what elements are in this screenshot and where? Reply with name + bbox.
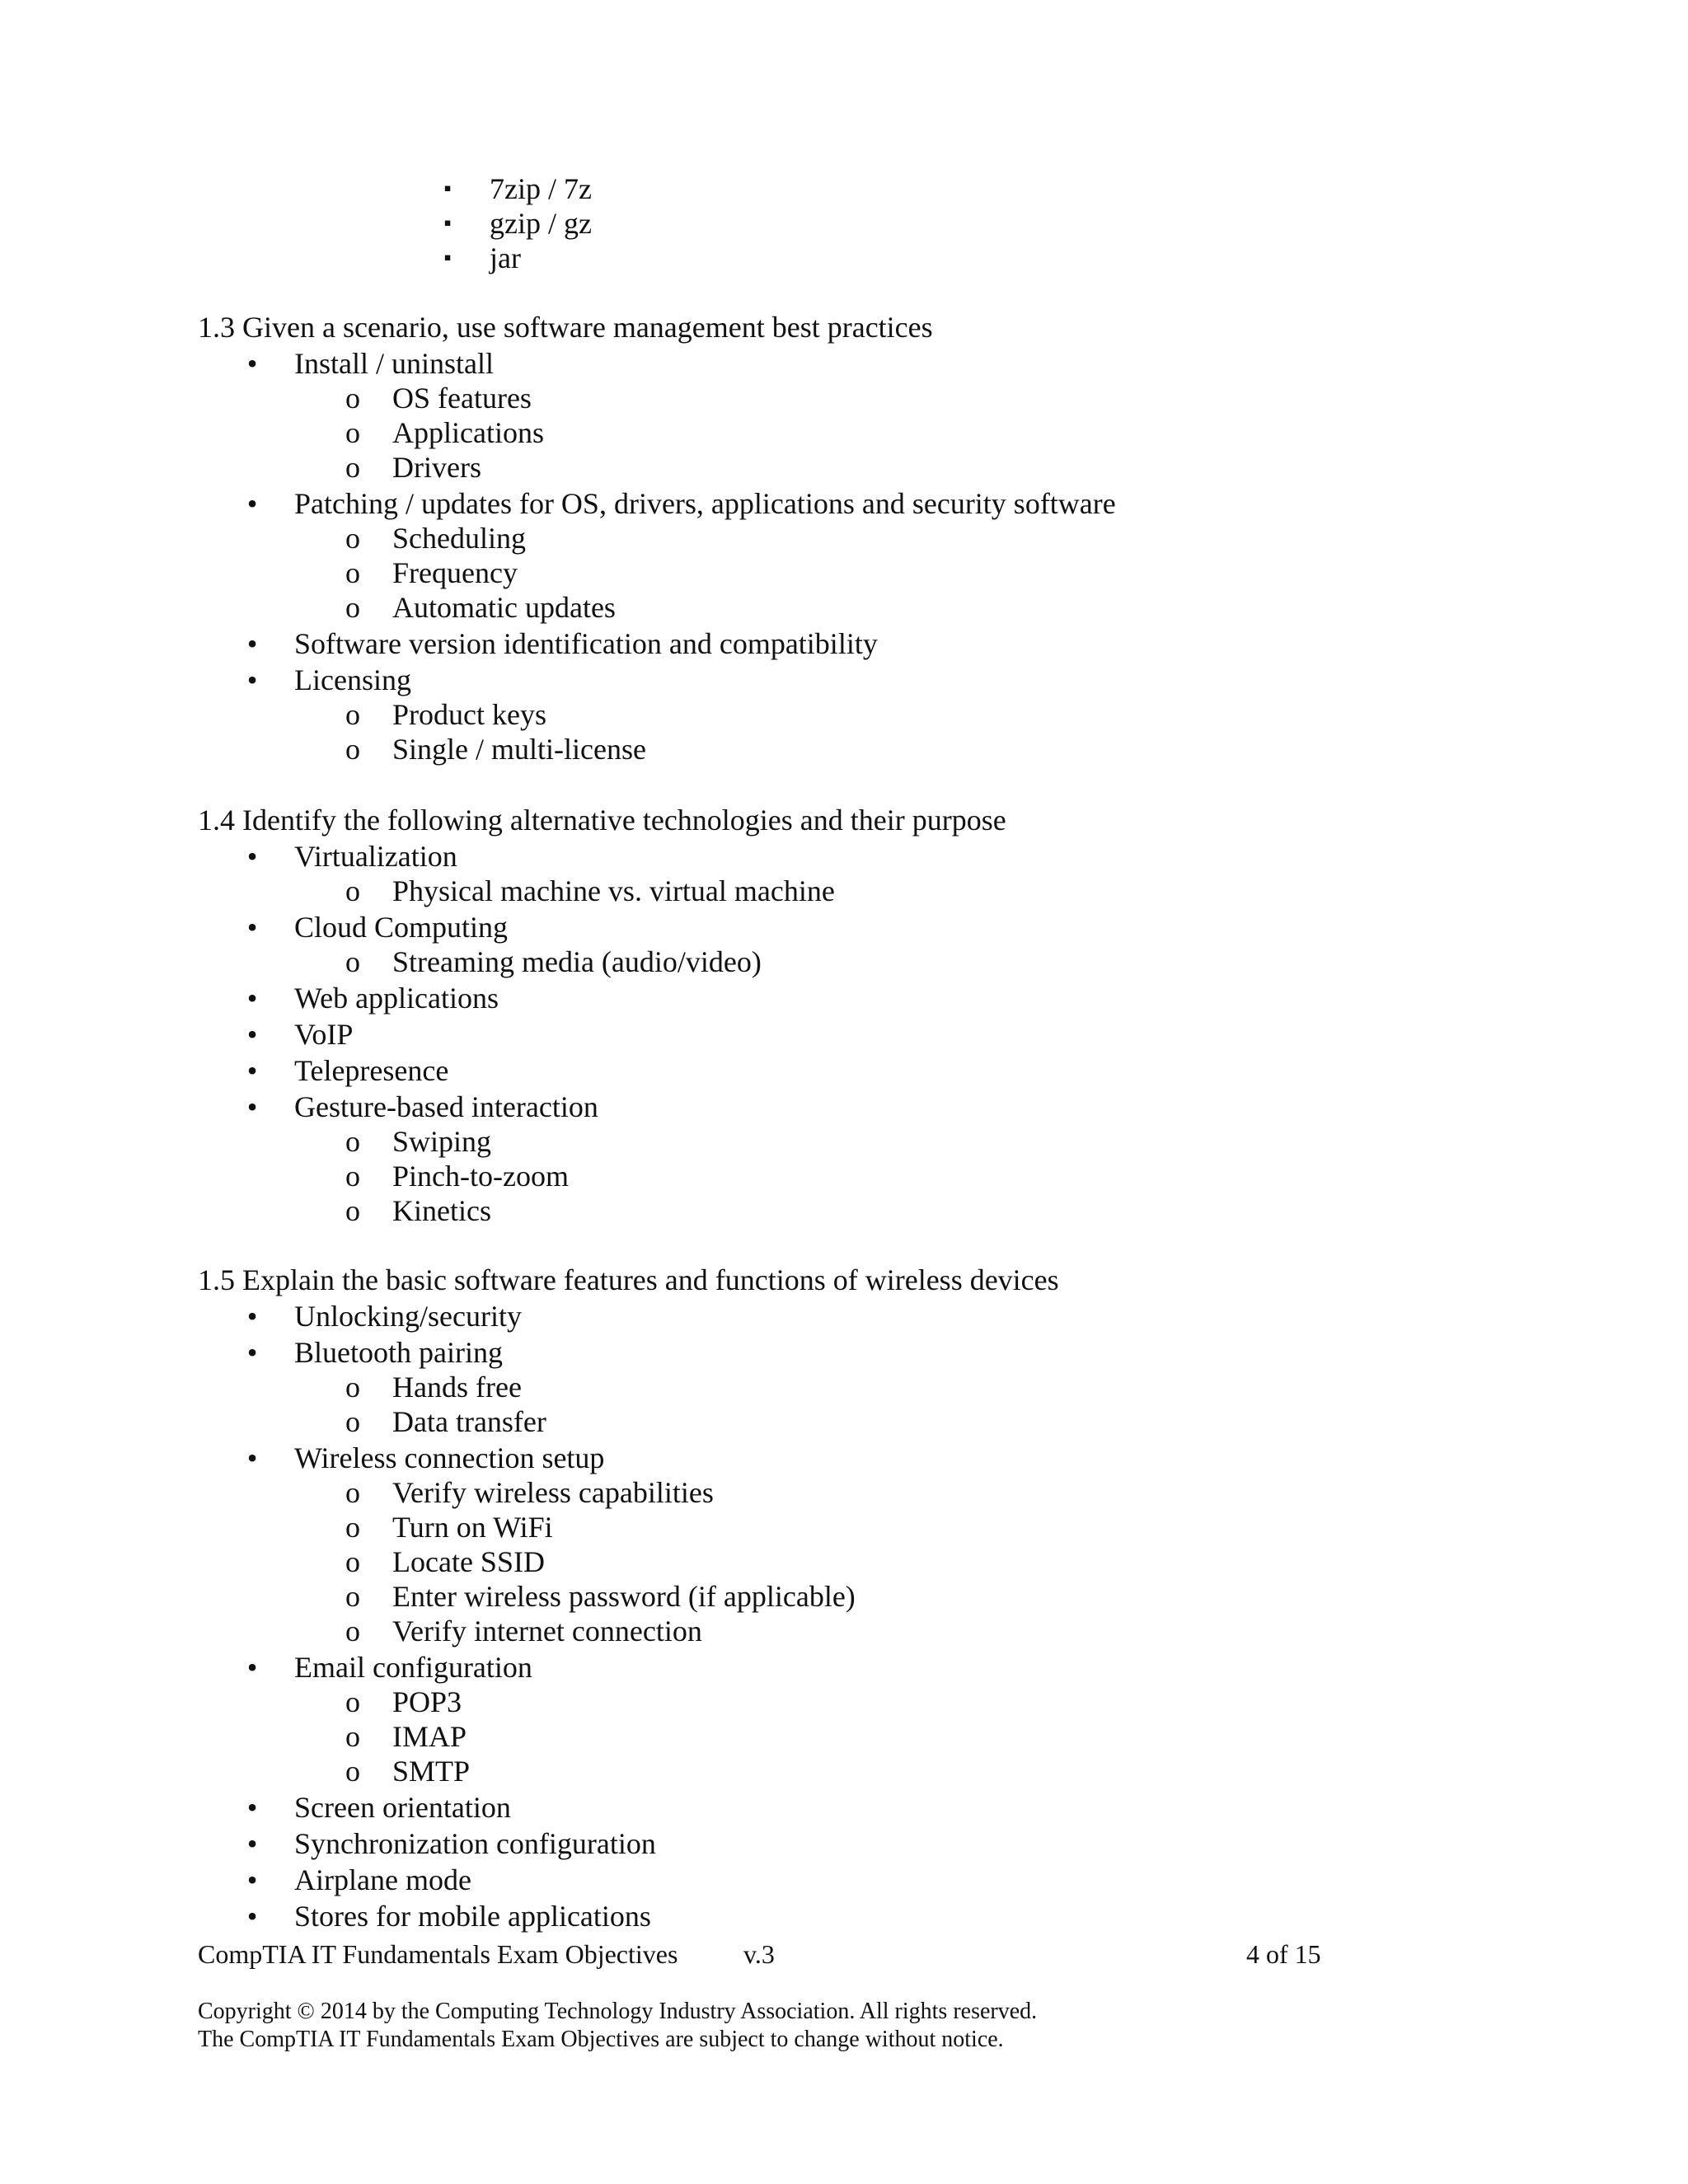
- list-item: Bluetooth pairing: [294, 1336, 503, 1369]
- sub-item: Turn on WiFi: [392, 1511, 553, 1544]
- circle-bullet-icon: o: [345, 416, 360, 449]
- list-item: Cloud Computing: [294, 911, 509, 944]
- list-item: VoIP: [294, 1018, 354, 1051]
- bullet-icon: •: [246, 487, 258, 520]
- circle-bullet-icon: o: [345, 382, 360, 415]
- circle-bullet-icon: o: [345, 1580, 360, 1613]
- sub-item: Verify internet connection: [392, 1615, 702, 1647]
- list-item: Stores for mobile applications: [294, 1900, 651, 1933]
- list-item: Licensing: [294, 663, 411, 696]
- circle-bullet-icon: o: [345, 1125, 360, 1158]
- list-item: jar: [490, 241, 521, 274]
- circle-bullet-icon: o: [345, 1545, 360, 1578]
- bullet-icon: •: [246, 347, 258, 380]
- list-item: 7zip / 7z: [490, 172, 592, 205]
- bullet-icon: •: [246, 982, 258, 1015]
- sub-item: Hands free: [392, 1371, 522, 1404]
- circle-bullet-icon: o: [345, 698, 360, 731]
- circle-bullet-icon: o: [345, 1511, 360, 1544]
- sub-item: POP3: [392, 1685, 462, 1718]
- square-bullet-icon: ▪: [443, 211, 452, 235]
- footer-title: CompTIA IT Fundamentals Exam Objectives: [198, 1939, 678, 1969]
- circle-bullet-icon: o: [345, 1685, 360, 1718]
- circle-bullet-icon: o: [345, 591, 360, 624]
- sub-item: SMTP: [392, 1755, 471, 1788]
- circle-bullet-icon: o: [345, 1476, 360, 1509]
- bullet-icon: •: [246, 1863, 258, 1896]
- sub-item: Kinetics: [392, 1194, 491, 1227]
- bullet-icon: •: [246, 911, 258, 944]
- list-item: Email configuration: [294, 1651, 532, 1684]
- list-item: Airplane mode: [294, 1863, 471, 1896]
- sub-item: Frequency: [392, 556, 518, 589]
- list-item: Virtualization: [294, 840, 457, 873]
- sub-item: OS features: [392, 382, 532, 415]
- sub-item: Single / multi-license: [392, 733, 646, 766]
- list-item: Install / uninstall: [294, 347, 494, 380]
- sub-item: Scheduling: [392, 522, 526, 555]
- sub-item: Data transfer: [392, 1405, 546, 1438]
- bullet-icon: •: [246, 1651, 258, 1684]
- circle-bullet-icon: o: [345, 1371, 360, 1404]
- bullet-icon: •: [246, 1900, 258, 1933]
- sub-item: Applications: [392, 416, 544, 449]
- sub-item: Physical machine vs. virtual machine: [392, 874, 835, 907]
- section-heading: 1.4 Identify the following alternative technologies and their purpose: [198, 804, 1006, 837]
- bullet-icon: •: [246, 1090, 258, 1123]
- square-bullet-icon: ▪: [443, 246, 452, 269]
- list-item: gzip / gz: [490, 207, 592, 240]
- bullet-icon: •: [246, 1018, 258, 1051]
- bullet-icon: •: [246, 1336, 258, 1369]
- list-item: Gesture-based interaction: [294, 1090, 598, 1123]
- sub-item: Enter wireless password (if applicable): [392, 1580, 856, 1613]
- bullet-icon: •: [246, 627, 258, 660]
- copyright-line-1: Copyright © 2014 by the Computing Technology Industry Association. All rights reserved.: [198, 1999, 1038, 2024]
- circle-bullet-icon: o: [345, 1160, 360, 1193]
- circle-bullet-icon: o: [345, 522, 360, 555]
- list-item: Software version identification and compatibility: [294, 627, 878, 660]
- bullet-icon: •: [246, 663, 258, 696]
- list-item: Wireless connection setup: [294, 1441, 605, 1474]
- bullet-icon: •: [246, 1300, 258, 1333]
- sub-item: IMAP: [392, 1720, 467, 1753]
- sub-item: Locate SSID: [392, 1545, 545, 1578]
- circle-bullet-icon: o: [345, 1194, 360, 1227]
- bullet-icon: •: [246, 1791, 258, 1824]
- circle-bullet-icon: o: [345, 556, 360, 589]
- list-item: Synchronization configuration: [294, 1827, 656, 1860]
- sub-item: Product keys: [392, 698, 546, 731]
- circle-bullet-icon: o: [345, 733, 360, 766]
- sub-item: Verify wireless capabilities: [392, 1476, 714, 1509]
- circle-bullet-icon: o: [345, 1720, 360, 1753]
- sub-item: Automatic updates: [392, 591, 616, 624]
- bullet-icon: •: [246, 1054, 258, 1087]
- circle-bullet-icon: o: [345, 874, 360, 907]
- square-bullet-icon: ▪: [443, 176, 452, 200]
- footer-version: v.3: [743, 1939, 775, 1969]
- section-heading: 1.5 Explain the basic software features and functions of wireless devices: [198, 1263, 1059, 1296]
- section-heading: 1.3 Given a scenario, use software management best practices: [198, 311, 933, 344]
- circle-bullet-icon: o: [345, 451, 360, 484]
- circle-bullet-icon: o: [345, 945, 360, 978]
- sub-item: Swiping: [392, 1125, 492, 1158]
- sub-item: Pinch-to-zoom: [392, 1160, 569, 1193]
- circle-bullet-icon: o: [345, 1755, 360, 1788]
- copyright-line-2: The CompTIA IT Fundamentals Exam Objectives are subject to change without notice.: [198, 2027, 1004, 2052]
- sub-item: Streaming media (audio/video): [392, 945, 762, 978]
- footer-page-number: 4 of 15: [1246, 1939, 1321, 1969]
- bullet-icon: •: [246, 840, 258, 873]
- circle-bullet-icon: o: [345, 1615, 360, 1647]
- list-item: Web applications: [294, 982, 499, 1015]
- bullet-icon: •: [246, 1441, 258, 1474]
- list-item: Screen orientation: [294, 1791, 511, 1824]
- bullet-icon: •: [246, 1827, 258, 1860]
- circle-bullet-icon: o: [345, 1405, 360, 1438]
- list-item: Unlocking/security: [294, 1300, 522, 1333]
- list-item: Patching / updates for OS, drivers, applications and security software: [294, 487, 1116, 520]
- list-item: Telepresence: [294, 1054, 449, 1087]
- sub-item: Drivers: [392, 451, 481, 484]
